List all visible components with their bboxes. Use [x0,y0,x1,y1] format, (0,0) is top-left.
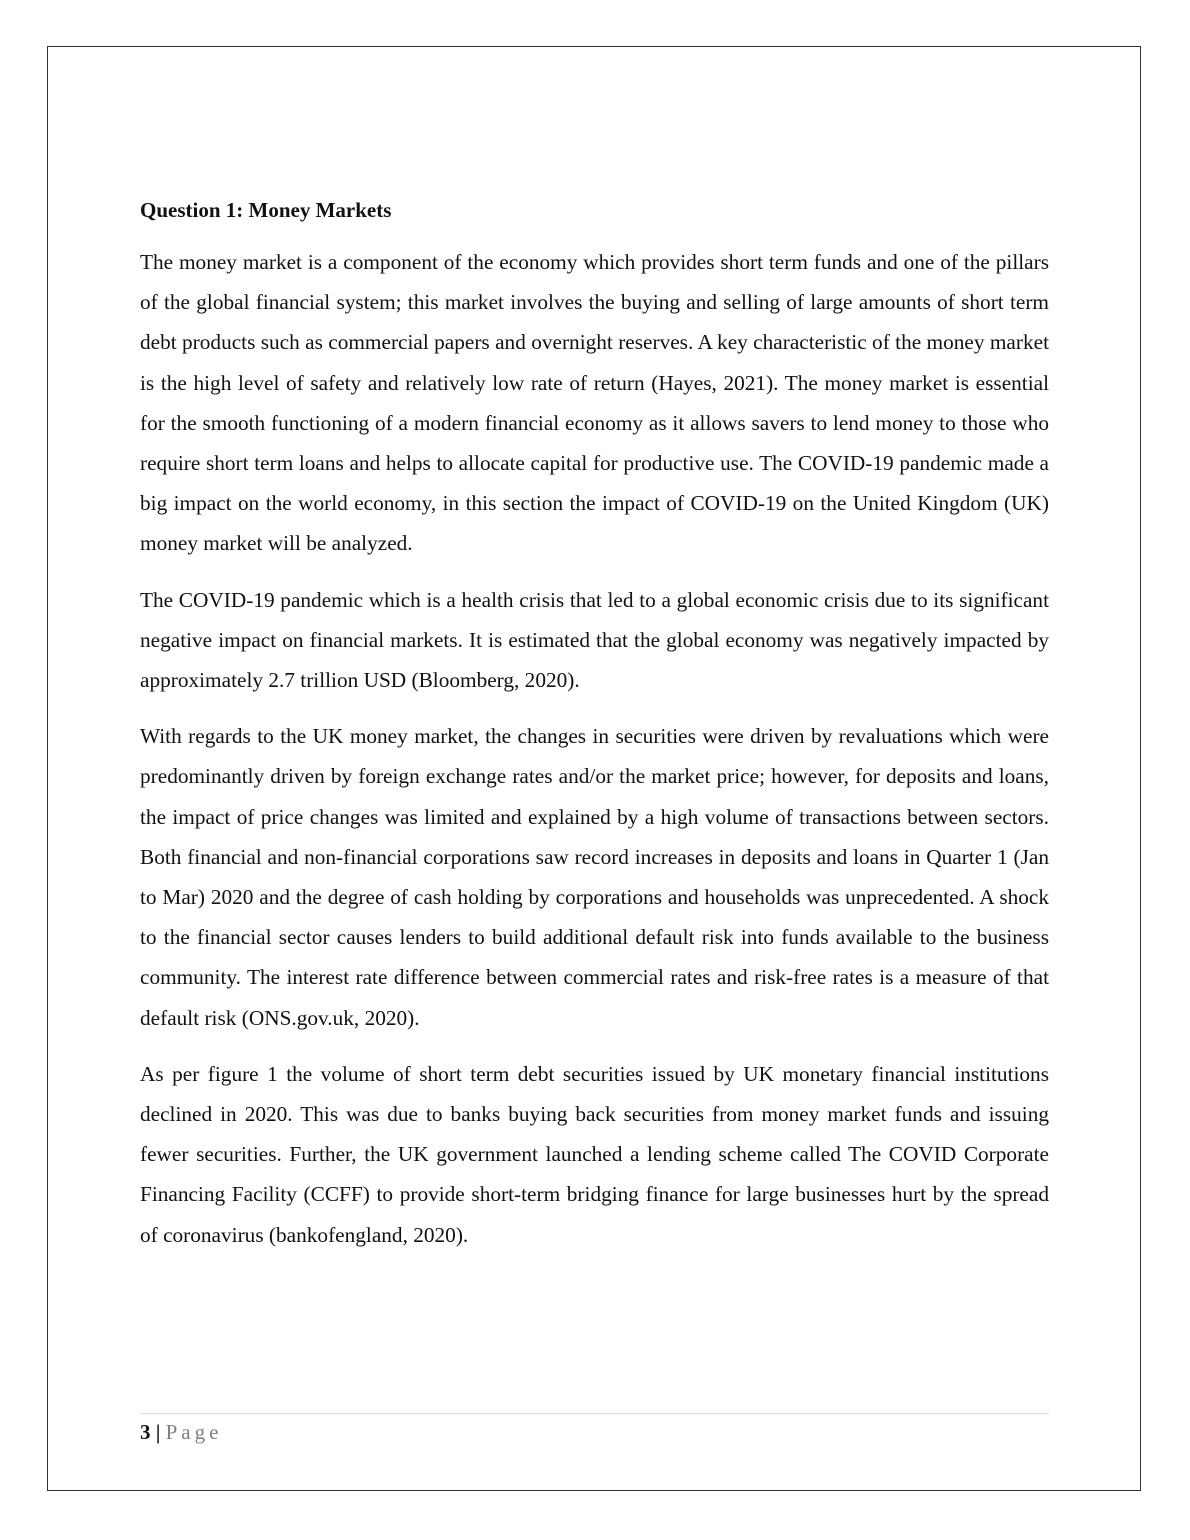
paragraph-2: The COVID-19 pandemic which is a health crisis that led to a global economic crisis due to its significant negative impact on financial markets. It is estimated that the global economy was negatively impacted by approximately 2.7 trillion USD (Bloomberg, 2020). [140,587,1049,693]
section-heading: Question 1: Money Markets [140,198,392,222]
paragraph-1: The money market is a component of the economy which provides short term funds and one of the pillars of the global financial system; this market involves the buying and selling of large amounts of short term debt products such as commercial papers and overnight reserves. A key characteristic of the money market is the high level of safety and relatively low rate of return (Hayes, 2021). The money market is essential for the smooth functioning of a modern financial economy as it allows savers to lend money to those who require short term loans and helps to allocate capital for productive use. The COVID-19 pandemic made a big impact on the world economy, in this section the impact of COVID-19 on the United Kingdom (UK) money market will be analyzed. [140,250,1049,556]
paragraph-3: With regards to the UK money market, the changes in securities were driven by revaluations which were predominantly driven by foreign exchange rates and/or the market price; however, for deposits and loans, the impact of price changes was limited and explained by a high volume of transactions between sectors. Both financial and non-financial corporations saw record increases in deposits and loans in Quarter 1 (Jan to Mar) 2020 and the degree of cash holding by corporations and households was unprecedented. A shock to the financial sector causes lenders to build additional default risk into funds available to the business community. The interest rate difference between commercial rates and risk-free rates is a measure of that default risk (ONS.gov.uk, 2020). [140,724,1049,1030]
page-footer [140,1413,1049,1448]
footer-separator: | [155,1420,161,1444]
page-number: 3 [140,1420,151,1444]
page-label: Page [165,1420,223,1444]
document-body [140,192,1049,1271]
paragraph-4: As per figure 1 the volume of short term debt securities issued by UK monetary financial institutions declined in 2020. This was due to banks buying back securities from money market funds and issuing fewer securities. Further, the UK government launched a lending scheme called The COVID Corporate Financing Facility (CCFF) to provide short-term bridging finance for large businesses hurt by the spread of coronavirus (bankofengland, 2020). [140,1061,1049,1247]
